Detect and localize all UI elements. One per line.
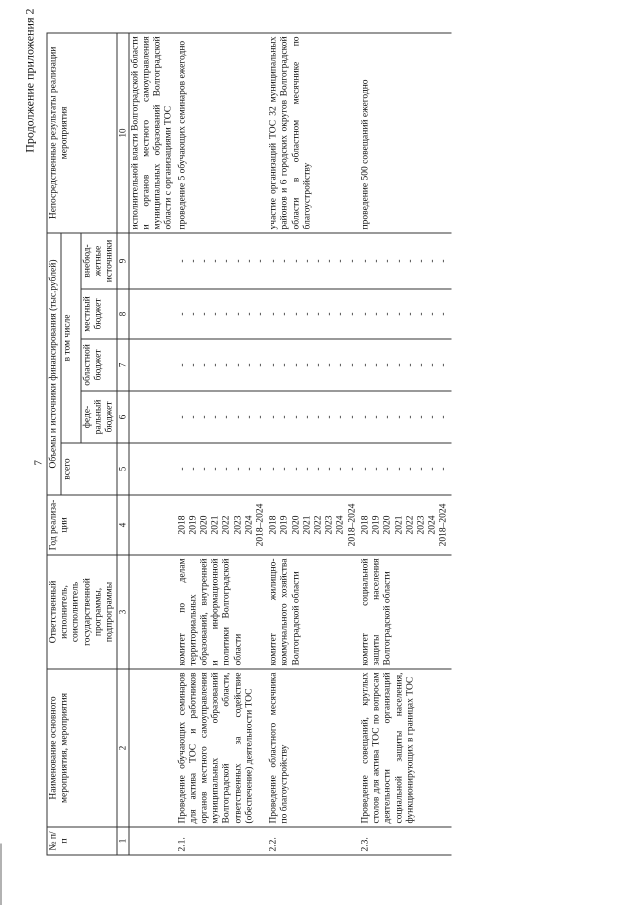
- year-value: 2023: [415, 515, 426, 534]
- amount-dash: -: [210, 311, 221, 316]
- year-value: 2023: [232, 515, 243, 534]
- header-year: Год реализа- ции: [47, 495, 117, 555]
- amount-dash: -: [301, 362, 312, 367]
- amount-dash: -: [346, 258, 357, 263]
- amount-dash: -: [393, 362, 404, 367]
- amount-dash: -: [232, 258, 243, 263]
- row-result: проведение 500 совещаний ежегодно: [359, 32, 451, 232]
- amount-dash: -: [279, 414, 290, 419]
- amount-dash: -: [438, 311, 449, 316]
- col-number: 3: [117, 555, 129, 669]
- amount-dash: -: [371, 311, 382, 316]
- amount-dash: -: [359, 414, 370, 419]
- carry-over-result: исполнительной власти Волгоградской области и органов местного самоуправления муниципальных образований Волгоградской области с организациями ТОС: [128, 32, 175, 232]
- amount-dash: -: [427, 258, 438, 263]
- amount-dash: -: [290, 466, 301, 471]
- col-number: 10: [117, 32, 129, 232]
- amount-cell: [176, 339, 268, 391]
- amount-dash: -: [221, 466, 232, 471]
- amount-dash: -: [404, 466, 415, 471]
- amount-dash: -: [301, 466, 312, 471]
- table-row: [176, 32, 268, 854]
- amount-dash: -: [199, 311, 210, 316]
- amount-dash: -: [427, 414, 438, 419]
- amount-dash: -: [382, 258, 393, 263]
- header-local: местный бюджет: [80, 289, 117, 339]
- amount-dash: -: [199, 466, 210, 471]
- amount-dash: -: [255, 258, 266, 263]
- amount-dash: -: [279, 258, 290, 263]
- row-number: 2.3.: [359, 827, 451, 855]
- amount-dash: -: [187, 466, 198, 471]
- year-value: 2018–2024: [346, 503, 357, 546]
- header-name: Наименование основного мероприятия, мероприятия: [47, 669, 117, 827]
- row-result: проведение 5 обучающих семинаров ежегодно: [176, 32, 268, 232]
- amount-dash: -: [221, 414, 232, 419]
- header-including: в том числе: [61, 232, 80, 442]
- amount-dash: -: [176, 311, 187, 316]
- amount-cell: [267, 232, 359, 288]
- amount-dash: -: [268, 362, 279, 367]
- amount-dash: -: [393, 466, 404, 471]
- amount-dash: -: [335, 466, 346, 471]
- amount-dash: -: [199, 414, 210, 419]
- amount-dash: -: [301, 311, 312, 316]
- col-number: 9: [117, 232, 129, 288]
- amount-dash: -: [324, 311, 335, 316]
- year-value: 2020: [290, 515, 301, 534]
- amount-dash: -: [313, 258, 324, 263]
- amount-dash: -: [187, 258, 198, 263]
- header-volumes: Объемы и источники финансирования (тыс.рублей): [47, 232, 61, 494]
- amount-dash: -: [382, 414, 393, 419]
- amount-cell: [359, 232, 451, 288]
- row-number: 2.1.: [176, 827, 268, 855]
- year-value: 2022: [313, 515, 324, 534]
- amount-dash: -: [255, 362, 266, 367]
- header-regional: областной бюджет: [80, 339, 117, 391]
- amount-cell: [267, 289, 359, 339]
- row-executor: комитет социальной защиты населения Волгоградской области: [359, 555, 451, 669]
- col-number: 8: [117, 289, 129, 339]
- year-value: 2019: [279, 515, 290, 534]
- page-number: 7: [32, 459, 44, 465]
- table-row: [267, 32, 359, 854]
- col-number: 7: [117, 339, 129, 391]
- row-result: участие организаций ТОС 32 муниципальных районов и 6 городских округов Волгоградской области в областном месячнике по благоустройству: [267, 32, 359, 232]
- amount-dash: -: [187, 414, 198, 419]
- header-executor: Ответственный исполнитель, соисполнитель государственной программы, подпрограммы: [47, 555, 117, 669]
- amount-dash: -: [232, 466, 243, 471]
- amount-dash: -: [346, 466, 357, 471]
- carry-over-row: [128, 32, 175, 854]
- amount-dash: -: [301, 258, 312, 263]
- amount-cell: [267, 339, 359, 391]
- amount-dash: -: [255, 466, 266, 471]
- year-value: 2023: [324, 515, 335, 534]
- amount-dash: -: [393, 258, 404, 263]
- year-value: 2022: [221, 515, 232, 534]
- amount-dash: -: [243, 466, 254, 471]
- year-value: 2019: [187, 515, 198, 534]
- amount-dash: -: [301, 414, 312, 419]
- row-number: 2.2.: [267, 827, 359, 855]
- amount-dash: -: [335, 311, 346, 316]
- amount-dash: -: [359, 258, 370, 263]
- amount-dash: -: [335, 414, 346, 419]
- amount-dash: -: [335, 258, 346, 263]
- amount-dash: -: [210, 362, 221, 367]
- amount-dash: -: [176, 362, 187, 367]
- amount-cell: [359, 391, 451, 443]
- amount-cell: [267, 391, 359, 443]
- amount-dash: -: [176, 466, 187, 471]
- amount-dash: -: [243, 258, 254, 263]
- amount-dash: -: [382, 311, 393, 316]
- amount-dash: -: [415, 258, 426, 263]
- amount-dash: -: [290, 258, 301, 263]
- table-row: [359, 32, 451, 854]
- amount-dash: -: [335, 362, 346, 367]
- year-value: 2024: [335, 515, 346, 534]
- amount-dash: -: [359, 362, 370, 367]
- amount-dash: -: [427, 311, 438, 316]
- amount-dash: -: [279, 311, 290, 316]
- amount-dash: -: [290, 362, 301, 367]
- amount-dash: -: [371, 466, 382, 471]
- amount-cell: [359, 289, 451, 339]
- amount-cell: [359, 443, 451, 495]
- amount-dash: -: [404, 311, 415, 316]
- amount-dash: -: [268, 311, 279, 316]
- year-value: 2018: [268, 515, 279, 534]
- corner-rule: [0, 843, 1, 905]
- amount-cell: [359, 339, 451, 391]
- amount-cell: [176, 443, 268, 495]
- amount-dash: -: [313, 466, 324, 471]
- amount-dash: -: [176, 258, 187, 263]
- amount-dash: -: [324, 414, 335, 419]
- year-value: 2021: [301, 515, 312, 534]
- amount-dash: -: [324, 362, 335, 367]
- amount-dash: -: [243, 414, 254, 419]
- amount-cell: [176, 289, 268, 339]
- amount-dash: -: [427, 362, 438, 367]
- amount-dash: -: [415, 466, 426, 471]
- year-value: 2018–2024: [438, 503, 449, 546]
- amount-dash: -: [268, 258, 279, 263]
- amount-dash: -: [210, 414, 221, 419]
- header-extrabudget: внебюд- жетные источники: [80, 232, 117, 288]
- amount-dash: -: [232, 362, 243, 367]
- amount-dash: -: [243, 362, 254, 367]
- year-value: 2020: [382, 515, 393, 534]
- amount-dash: -: [415, 362, 426, 367]
- amount-dash: -: [359, 311, 370, 316]
- col-number: 1: [117, 827, 129, 855]
- amount-dash: -: [382, 362, 393, 367]
- amount-dash: -: [324, 258, 335, 263]
- col-number: 4: [117, 495, 129, 555]
- amount-dash: -: [393, 311, 404, 316]
- amount-cell: [176, 391, 268, 443]
- row-name: Проведение совещаний, круглых столов для актива ТОС по вопросам деятельности организаций социальной защиты населения, функционирующих в границах ТОС: [359, 669, 451, 827]
- amount-cell: [176, 232, 268, 288]
- year-value: 2019: [371, 515, 382, 534]
- amount-dash: -: [346, 362, 357, 367]
- amount-dash: -: [313, 414, 324, 419]
- year-value: 2021: [393, 515, 404, 534]
- amount-dash: -: [313, 362, 324, 367]
- row-name: Проведение обучающих семинаров для актива ТОС и работников органов местного самоуправления муниципальных образований Волгоградской области, ответственных за содействие (обеспечение) деятельности ТОС: [176, 669, 268, 827]
- amount-dash: -: [438, 414, 449, 419]
- year-value: 2021: [210, 515, 221, 534]
- amount-dash: -: [221, 311, 232, 316]
- amount-dash: -: [187, 362, 198, 367]
- amount-dash: -: [210, 258, 221, 263]
- row-executor: комитет жилищно-коммунального хозяйства Волгоградской области: [267, 555, 359, 669]
- amount-dash: -: [324, 466, 335, 471]
- amount-dash: -: [346, 414, 357, 419]
- amount-dash: -: [232, 414, 243, 419]
- amount-dash: -: [210, 466, 221, 471]
- row-years: [359, 495, 451, 555]
- amount-dash: -: [382, 466, 393, 471]
- row-executor: комитет по делам территориальных образований, внутренней и информационной политики Волгоградской области: [176, 555, 268, 669]
- col-number: 6: [117, 391, 129, 443]
- header-federal: феде- ральный бюджет: [80, 391, 117, 443]
- amount-dash: -: [232, 311, 243, 316]
- financing-table: [46, 32, 451, 855]
- amount-dash: -: [371, 414, 382, 419]
- amount-dash: -: [415, 414, 426, 419]
- amount-dash: -: [221, 258, 232, 263]
- header-row-1: [47, 32, 61, 854]
- amount-dash: -: [255, 311, 266, 316]
- amount-dash: -: [415, 311, 426, 316]
- header-num: № п/п: [47, 827, 117, 855]
- amount-dash: -: [187, 311, 198, 316]
- year-value: 2020: [199, 515, 210, 534]
- amount-dash: -: [404, 414, 415, 419]
- year-value: 2018: [359, 515, 370, 534]
- amount-dash: -: [255, 414, 266, 419]
- amount-dash: -: [438, 466, 449, 471]
- header-result: Непосредственные результаты реализации мероприятия: [47, 32, 117, 232]
- amount-dash: -: [371, 362, 382, 367]
- amount-dash: -: [346, 311, 357, 316]
- amount-dash: -: [290, 414, 301, 419]
- amount-dash: -: [279, 466, 290, 471]
- col-number: 5: [117, 443, 129, 495]
- amount-dash: -: [313, 311, 324, 316]
- header-total: всего: [61, 443, 117, 495]
- amount-dash: -: [359, 466, 370, 471]
- year-value: 2024: [243, 515, 254, 534]
- col-number: 2: [117, 669, 129, 827]
- amount-dash: -: [176, 414, 187, 419]
- year-value: 2018: [176, 515, 187, 534]
- amount-dash: -: [290, 311, 301, 316]
- year-value: 2018–2024: [255, 503, 266, 546]
- amount-dash: -: [404, 258, 415, 263]
- amount-dash: -: [404, 362, 415, 367]
- amount-dash: -: [268, 466, 279, 471]
- amount-dash: -: [243, 311, 254, 316]
- row-name: Проведение областного месячника по благоустройству: [267, 669, 359, 827]
- amount-cell: [267, 443, 359, 495]
- amount-dash: -: [199, 362, 210, 367]
- amount-dash: -: [221, 362, 232, 367]
- amount-dash: -: [427, 466, 438, 471]
- amount-dash: -: [199, 258, 210, 263]
- year-value: 2022: [404, 515, 415, 534]
- amount-dash: -: [438, 362, 449, 367]
- row-years: [176, 495, 268, 555]
- amount-dash: -: [268, 414, 279, 419]
- column-number-row: [117, 32, 129, 854]
- continuation-label: Продолжение приложения 2: [22, 8, 36, 153]
- amount-dash: -: [393, 414, 404, 419]
- row-years: [267, 495, 359, 555]
- year-value: 2024: [427, 515, 438, 534]
- amount-dash: -: [438, 258, 449, 263]
- amount-dash: -: [279, 362, 290, 367]
- amount-dash: -: [371, 258, 382, 263]
